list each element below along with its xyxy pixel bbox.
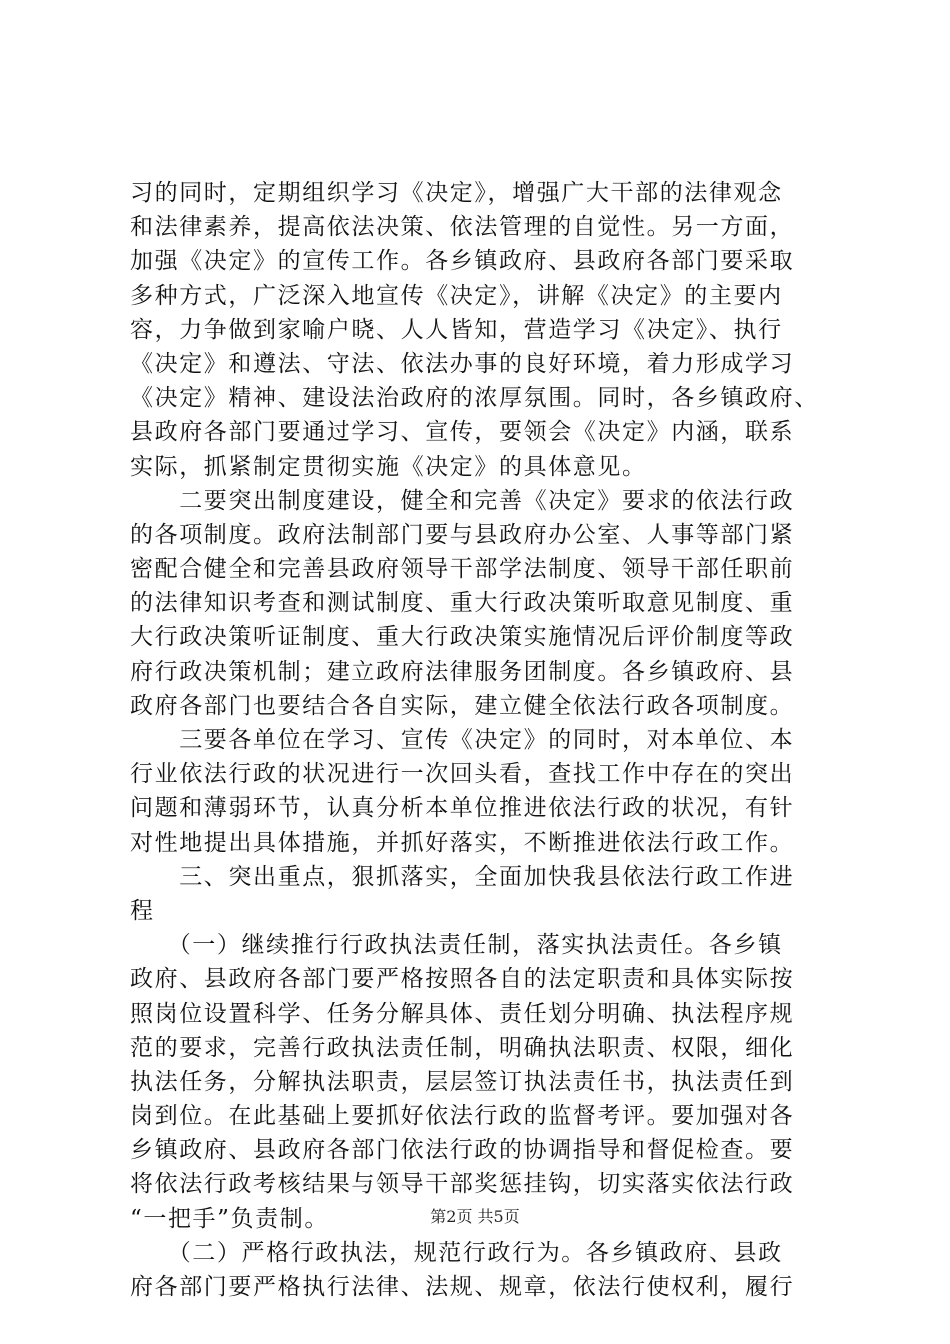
text-line: （一）继续推行行政执法责任制，落实执法责任。各乡镇 <box>130 932 783 959</box>
text-line: 问题和薄弱环节，认真分析本单位推进依法行政的状况，有针 <box>130 795 795 822</box>
text-line: 《决定》精神、建设法治政府的浓厚氛围。同时，各乡镇政府、 <box>130 385 819 412</box>
text-line: 县政府各部门要通过学习、宣传，要领会《决定》内涵，联系 <box>130 419 795 446</box>
text-line: （二）严格行政执法，规范行政行为。各乡镇政府、县政 <box>130 1239 783 1266</box>
text-line: 照岗位设置科学、任务分解具体、责任划分明确、执法程序规 <box>130 1000 795 1027</box>
text-line: 容，力争做到家喻户晓、人人皆知，营造学习《决定》、执行 <box>130 316 783 343</box>
text-line: 府行政决策机制；建立政府法律服务团制度。各乡镇政府、县 <box>130 658 795 685</box>
text-line: 三、突出重点，狠抓落实，全面加快我县依法行政工作进 <box>130 863 795 890</box>
text-line: 执法任务，分解执法职责，层层签订执法责任书，执法责任到 <box>130 1068 795 1095</box>
text-line: 政府各部门也要结合各自实际，建立健全依法行政各项制度。 <box>130 692 795 719</box>
text-line: 多种方式，广泛深入地宣传《决定》，讲解《决定》的主要内 <box>130 282 783 309</box>
text-line: 对性地提出具体措施，并抓好落实，不断推进依法行政工作。 <box>130 829 795 856</box>
text-line: 和法律素养，提高依法决策、依法管理的自觉性。另一方面， <box>130 214 795 241</box>
page-footer <box>0 1204 950 1227</box>
text-line: 岗到位。在此基础上要抓好依法行政的监督考评。要加强对各 <box>130 1103 795 1130</box>
text-line: 程 <box>130 897 155 924</box>
text-line: 二要突出制度建设，健全和完善《决定》要求的依法行政 <box>130 487 795 514</box>
text-line: 府各部门要严格执行法律、法规、规章，依法行使权利，履行 <box>130 1274 795 1300</box>
text-line: 大行政决策听证制度、重大行政决策实施情况后评价制度等政 <box>130 624 795 651</box>
text-line: 政府、县政府各部门要严格按照各自的法定职责和具体实际按 <box>130 966 795 993</box>
text-line: 将依法行政考核结果与领导干部奖惩挂钩，切实落实依法行政 <box>130 1171 795 1198</box>
text-line: 范的要求，完善行政执法责任制，明确执法职责、权限，细化 <box>130 1034 795 1061</box>
text-line: 密配合健全和完善县政府领导干部学法制度、领导干部任职前 <box>130 556 795 583</box>
text-line: 乡镇政府、县政府各部门依法行政的协调指导和督促检查。要 <box>130 1137 795 1164</box>
document-body <box>130 176 830 1304</box>
text-line: 三要各单位在学习、宣传《决定》的同时，对本单位、本 <box>130 727 795 753</box>
text-line: 行业依法行政的状况进行一次回头看，查找工作中存在的突出 <box>130 761 795 788</box>
text-line: 实际，抓紧制定贯彻实施《决定》的具体意见。 <box>130 453 647 480</box>
text-line: 的各项制度。政府法制部门要与县政府办公室、人事等部门紧 <box>130 521 795 548</box>
text-line: “一把手”负责制。 <box>130 1205 329 1232</box>
text-line: 《决定》和遵法、守法、依法办事的良好环境，着力形成学习 <box>130 350 795 377</box>
text-line: 加强《决定》的宣传工作。各乡镇政府、县政府各部门要采取 <box>130 248 795 275</box>
text-line: 的法律知识考查和测试制度、重大行政决策听取意见制度、重 <box>130 590 795 617</box>
text-line: 习的同时，定期组织学习《决定》，增强广大干部的法律观念 <box>130 180 783 206</box>
page-number-label: 第2页 共5页 <box>430 1207 520 1226</box>
